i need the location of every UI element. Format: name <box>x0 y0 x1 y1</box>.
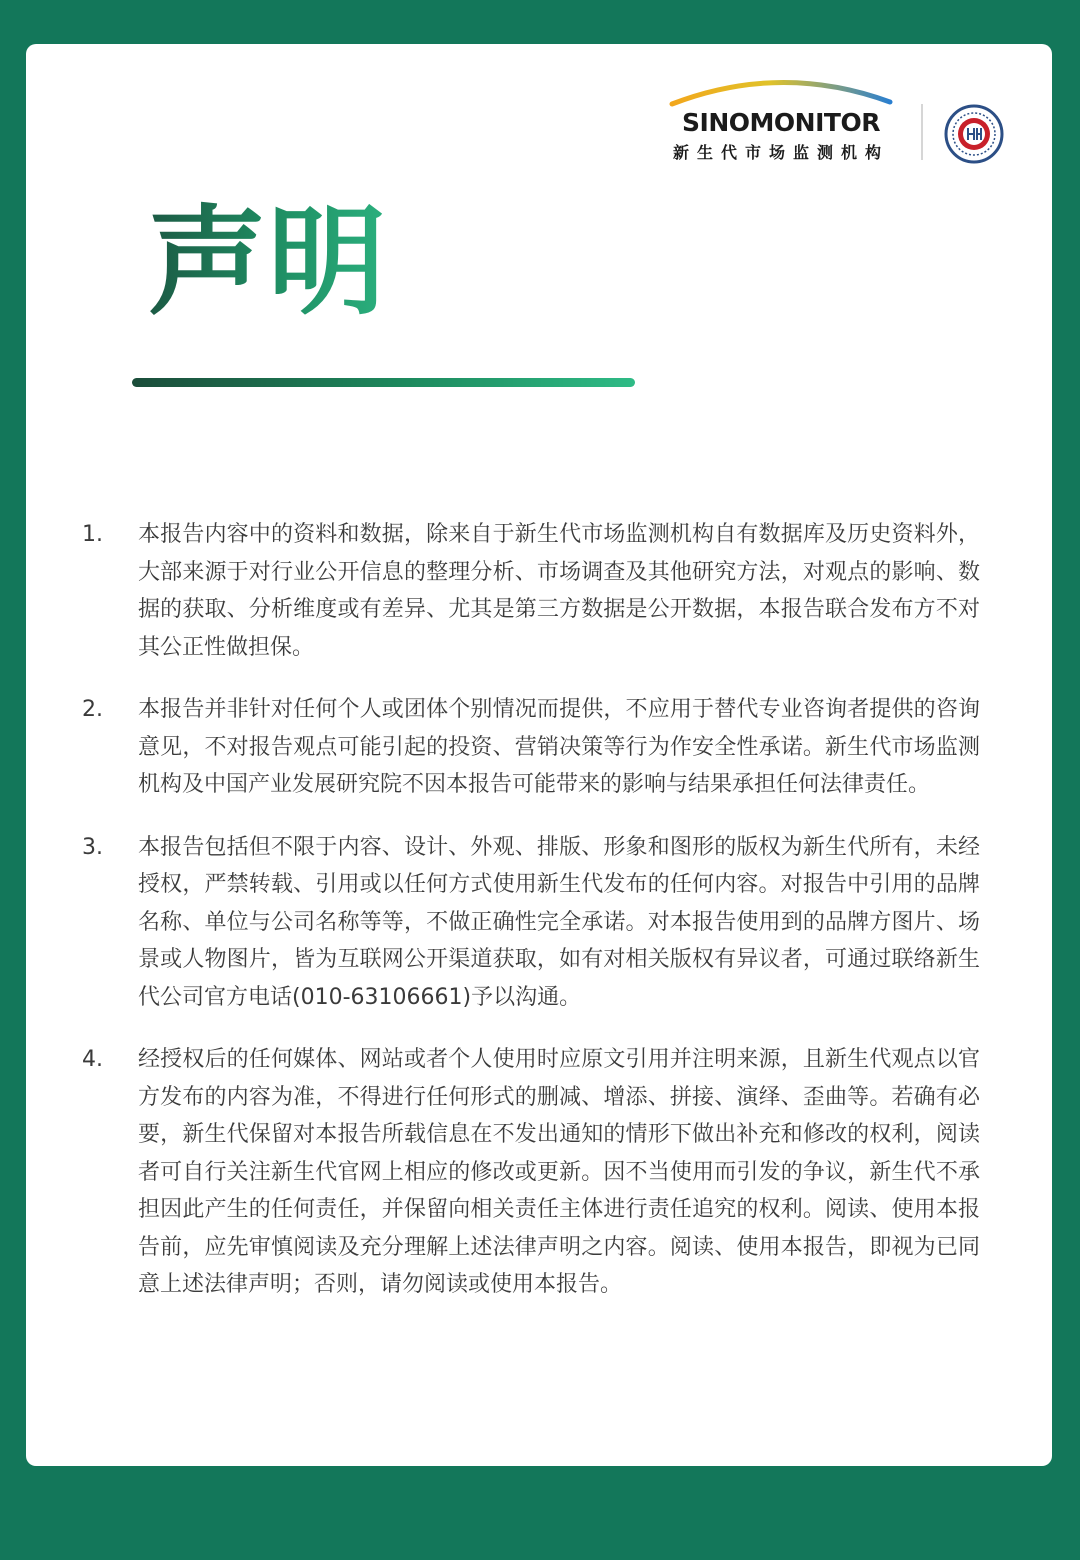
clause-number: 2. <box>82 697 103 722</box>
clause-item <box>82 516 980 666</box>
institute-seal-icon <box>944 104 1004 164</box>
logo-brand-en: SINOMONITOR <box>682 108 880 137</box>
clause-item <box>82 829 980 1017</box>
clause-number: 3. <box>82 834 103 860</box>
logo-brand-cn: 新生代市场监测机构 <box>672 143 889 162</box>
clause-number: 4. <box>82 1047 103 1072</box>
clause-text: 经授权后的任何媒体、网站或者个人使用时应原文引用并注明来源，且新生代观点以官方发布的内容为准，不得进行任何形式的删减、增添、拼接、演绎、歪曲等。若确有必要，新生代保留对本报告所载信息在不发出通知的情形下做出补充和修改的权利，阅读者可自行关注新生代官网上相应的修改或更新。因不当使用而引发的争议，新生代不承担因此产生的任何责任，并保留向相关责任主体进行责任追究的权利。阅读、使用本报告前，应先审慎阅读及充分理解上述法律声明之内容。阅读、使用本报告，即视为已同意上述法律声明；否则，请勿阅读或使用本报告。 <box>138 1047 980 1297</box>
clause-number: 1. <box>82 522 103 547</box>
logo-divider <box>921 104 923 160</box>
clause-item <box>82 1041 980 1304</box>
declaration-card <box>26 44 1052 1466</box>
clause-item <box>82 691 980 804</box>
title-underline <box>132 378 635 387</box>
clause-text: 本报告内容中的资料和数据，除来自于新生代市场监测机构自有数据库及历史资料外，大部来源于对行业公开信息的整理分析、市场调查及其他研究方法，对观点的影响、数据的获取、分析维度或有差异、尤其是第三方数据是公开数据，本报告联合发布方不对其公正性做担保。 <box>138 522 980 660</box>
clause-text: 本报告包括但不限于内容、设计、外观、排版、形象和图形的版权为新生代所有，未经授权，严禁转载、引用或以任何方式使用新生代发布的任何内容。对报告中引用的品牌名称、单位与公司名称等等，不做正确性完全承诺。对本报告使用到的品牌方图片、场景或人物图片，皆为互联网公开渠道获取，如有对相关版权有异议者，可通过联络新生代公司官方电话(010-63106661)予以沟通。 <box>138 834 980 1010</box>
page-title: 声明 <box>148 192 388 334</box>
header-logo-block <box>666 68 1006 162</box>
declaration-clauses <box>82 516 980 1329</box>
clause-text: 本报告并非针对任何个人或团体个别情况而提供，不应用于替代专业咨询者提供的咨询意见，不对报告观点可能引起的投资、营销决策等行为作安全性承诺。新生代市场监测机构及中国产业发展研究院不因本报告可能带来的影响与结果承担任何法律责任。 <box>138 697 980 797</box>
logo-arc-icon <box>666 68 896 108</box>
